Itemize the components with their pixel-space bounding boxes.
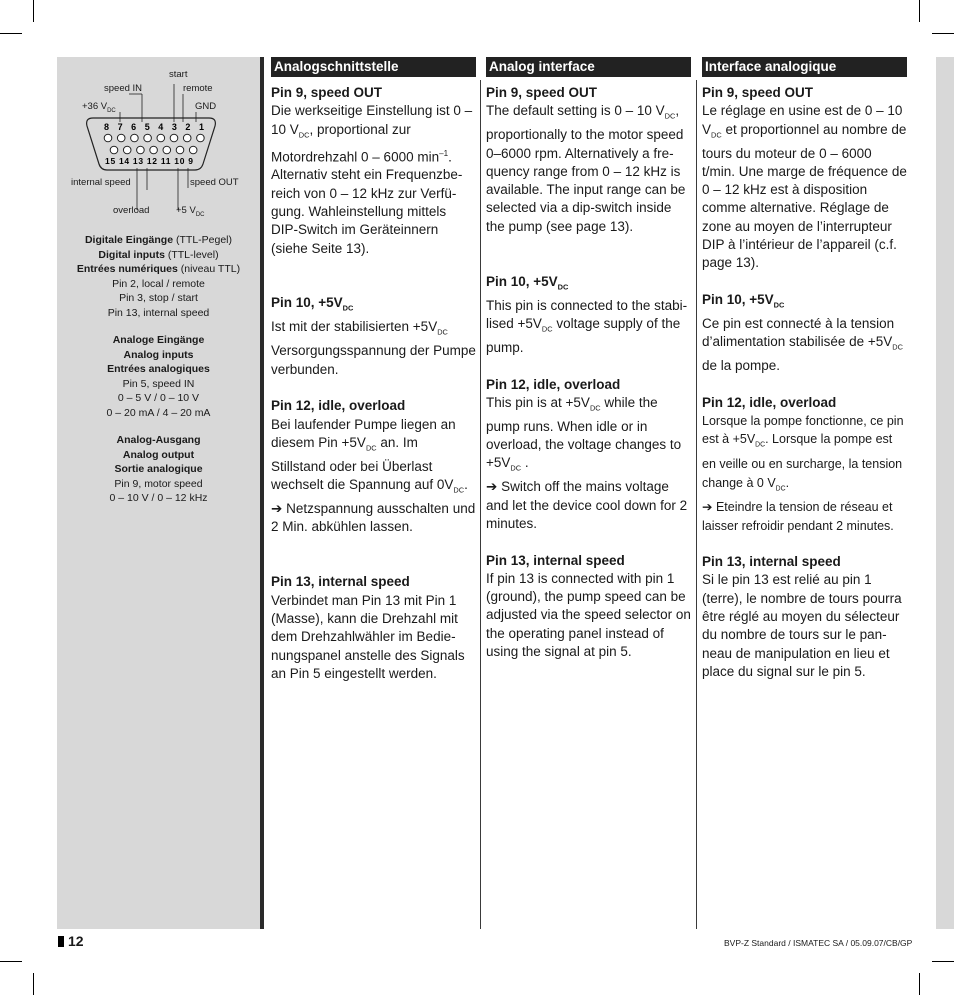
right-arrow-icon: ➔ [702,499,713,515]
pin10-title: Pin 10, $+5V_{DC}$ [486,273,569,292]
pin13-title: Pin 13, internal speed [271,574,410,590]
label-speed-in: speed IN [104,83,143,94]
pin10-body: This pin is connected to the stabi-lised $+5V_{DC}$ voltage supply of the pump. [486,297,688,355]
column-header: Analog interface [486,57,691,77]
pin9-body: The default setting is 0 – 10 $V_{DC}$, proportionally to the motor speed 0–6000 rpm. Alternatively a fre-quency range from 0 – 12 kHz is available. The input range can be selected via a dip-switch inside the pump (see page 13). [486,103,686,234]
label-overload: overload [113,205,150,216]
pin13-title: Pin 13, internal speed [702,554,841,570]
pin13-body: Verbindet man Pin 13 mit Pin 1 (Masse), kann die Drehzahl mit dem Drehzahlwähler im Bedie-nungspanel anstelle des Signals an Pin 5 eingestellt werden. [271,592,465,681]
label-start: start [169,69,188,80]
page-marker-icon [58,936,64,947]
pin12-note: ➔ Eteindre la tension de réseau et laisser refroidir pendant 2 minutes. [702,499,894,533]
crop-mark [33,0,34,22]
pin12-body: Lorsque la pompe fonctionne, ce pin est à $+5V_{DC}$. Lorsque la pompe est en veille ou en surcharge, la tension change à 0 $V_{DC}$. [702,414,904,492]
connector-pin [170,134,178,142]
pin12-note: ➔ Netzspannung ausschalten und 2 Min. abkühlen lassen. [271,501,476,535]
digital-inputs-group: Digitale Eingänge (TTL-Pegel) Digital inputs (TTL-level) Entrées numériques (niveau TTL) Pin 2, local / remote Pin 3, stop / start Pin 13, internal speed [76,234,241,319]
pin13-body: If pin 13 is connected with pin 1 (ground), the pump speed can be adjusted via the speed selector on the operating panel instead of using the signal at pin 5. [486,570,691,660]
connector-pin [117,134,125,142]
pin9-title: Pin 9, speed OUT [486,85,598,100]
pin9-body: Die werkseitige Einstellung ist 0 – 10 $V_{DC}$, proportional zur Motordrehzahl 0 – 6000 $\min^{-1}$. Alternativ steht ein Frequenzbe-reich von 0 – 12 kHz zur Verfü-gung. Wahleinstellung mittels DIP-Switch im Geräteinnern (siehe Seite 13). [271,103,473,256]
connector-pin [163,146,171,154]
connector-pin [150,146,158,154]
column-divider [696,80,697,929]
pin12-title: Pin 12, idle, overload [271,398,406,414]
connector-pin [189,146,197,154]
connector-pin [110,146,118,154]
column-french [702,57,907,681]
pin13-body: Si le pin 13 est relié au pin 1 (terre), le nombre de tours pourra être réglé au moyen du sélecteur du nombre de tours sur le pan-neau de manipulation en lieu et place du signal sur le pin 5. [702,572,902,679]
connector-pin [144,134,152,142]
crop-mark [0,961,22,962]
pin10-title: Pin 10, $+5V_{DC}$ [271,295,354,314]
pin12-title: Pin 12, idle, overload [702,394,837,410]
crop-mark [932,961,954,962]
connector-pin [131,134,139,142]
label-gnd: GND [195,101,217,112]
pin12-body: This pin is at $+5V_{DC}$ while the pump runs. When idle or in overload, the voltage changes to $+5V_{DC}$ . [486,394,682,474]
label-5v: +5 $V_{DC}$ [176,205,205,218]
column-header: Analogschnittstelle [271,57,476,77]
crop-mark [919,973,920,995]
connector-pin [104,134,112,142]
right-arrow-icon: ➔ [486,479,498,496]
connector-pin [176,146,184,154]
pin9-body: Le réglage en usine est de 0 – 10 $V_{DC}$ et proportionnel au nombre de tours du moteur de 0 – 6000 t/min. Une marge de fréquence de 0 – 12 kHz est à disposition comme alternative. Réglage de zone au moyen de l’interrupteur DIP à l’intérieur de l’appareil (c.f. page 13). [702,103,907,271]
label-remote: remote [183,83,213,94]
connector-pin [137,146,145,154]
pin10-body: Ce pin est connecté à la tension d’alimentation stabilisée de $+5V_{DC}$ de la pompe. [702,315,903,374]
sidebar-divider [260,57,264,929]
connector-pin [157,134,165,142]
connector-pinout-diagram [57,60,260,225]
column-english [486,57,691,661]
crop-mark [932,33,954,34]
sidebar-legend [57,233,260,519]
pin9-title: Pin 9, speed OUT [702,85,814,100]
pin-numbers-bottom: 15 14 13 12 11 10 9 [105,156,193,166]
analog-output-group: Analog-Ausgang Analog output Sortie analogique Pin 9, motor speed 0 – 10 V / 0 – 12 kHz [109,434,208,504]
column-german [271,57,476,683]
pin10-title: Pin 10, $+5V_{DC}$ [702,291,785,310]
pin9-title: Pin 9, speed OUT [271,85,383,100]
crop-mark [0,33,22,34]
connector-pin [183,134,191,142]
label-internal-speed: internal speed [71,177,131,188]
column-header: Interface analogique [702,57,907,77]
pin10-body: Ist mit der stabilisierten $+5V_{DC}$ Versorgungsspannung der Pumpe verbunden. [271,319,476,377]
right-arrow-icon: ➔ [271,501,283,518]
pin12-title: Pin 12, idle, overload [486,376,621,392]
label-36v: +36 $V_{DC}$ [82,101,116,114]
pin12-body: Bei laufender Pumpe liegen an diesem Pin $+5V_{DC}$ an. Im Stillstand oder bei Überlast wechselt die Spannung auf $0V_{DC}$. [271,416,468,495]
column-divider [480,80,481,929]
page-number: 12 [58,933,84,949]
footer-reference: BVP-Z Standard / ISMATEC SA / 05.09.07/CB/GP [724,938,913,948]
analog-inputs-group: Analoge Eingänge Analog inputs Entrées analogiques Pin 5, speed IN 0 – 5 V / 0 – 10 V 0 – 20 mA / 4 – 20 mA [106,334,211,419]
pin13-title: Pin 13, internal speed [486,552,625,568]
connector-pin [123,146,131,154]
crop-mark [919,0,920,22]
pin12-note: ➔ Switch off the mains voltage and let the device cool down for 2 minutes. [486,479,688,531]
connector-pin [197,134,205,142]
label-speed-out: speed OUT [190,177,239,188]
pin-numbers-top: 8 7 6 5 4 3 2 1 [104,122,204,132]
crop-mark [33,973,34,995]
adjacent-page-strip [936,57,954,929]
